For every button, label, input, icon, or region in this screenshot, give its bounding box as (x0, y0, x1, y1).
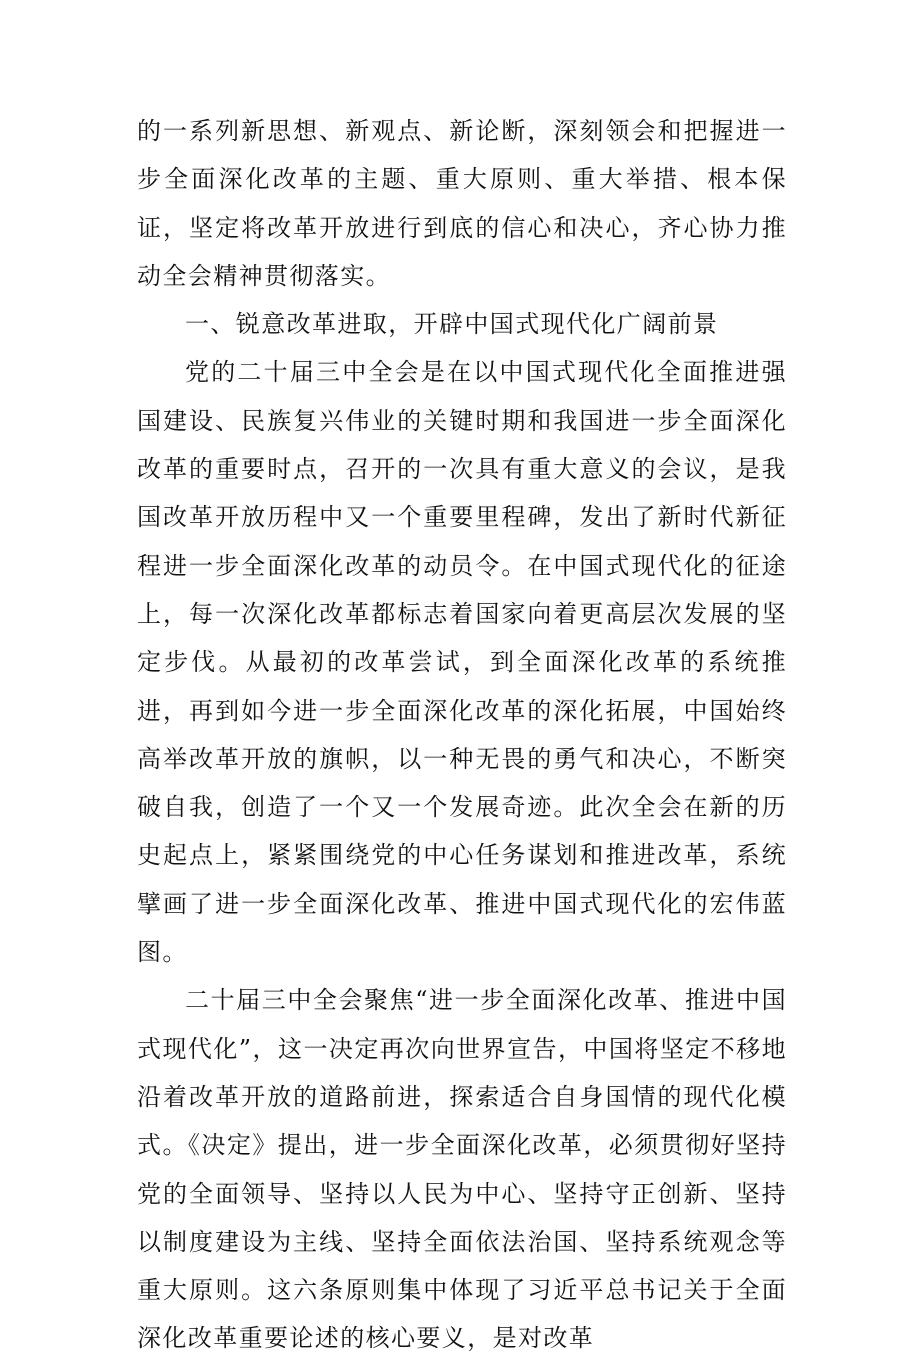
paragraph-continued: 的一系列新思想、新观点、新论断，深刻领会和把握进一步全面深化改革的主题、重大原则、重大举措、根本保证，坚定将改革开放进行到底的信心和决心，齐心协力推动全会精神贯彻落实。 (137, 117, 787, 290)
section-heading: 一、锐意改革进取，开辟中国式现代化广阔前景 (185, 310, 719, 339)
paragraph-body: 二十届三中全会聚焦“进一步全面深化改革、推进中国式现代化”，这一决定再次向世界宣告，中国将坚定不移地沿着改革开放的道路前进，探索适合自身国情的现代化模式。《决定》提出，进一步全面深化改革，必须贯彻好坚持党的全面领导、坚持以人民为中心、坚持守正创新、坚持以制度建设为主线、坚持全面依法治国、坚持系统观念等重大原则。这六条原则集中体现了习近平总书记关于全面深化改革重要论述的核心要义，是对改革 (137, 986, 787, 1353)
paragraph-body: 党的二十届三中全会是在以中国式现代化全面推进强国建设、民族复兴伟业的关键时期和我国进一步全面深化改革的重要时点，召开的一次具有重大意义的会议，是我国改革开放历程中又一个重要里程碑，发出了新时代新征程进一步全面深化改革的动员令。在中国式现代化的征途上，每一次深化改革都标志着国家向着更高层次发展的坚定步伐。从最初的改革尝试，到全面深化改革的系统推进，再到如今进一步全面深化改革的深化拓展，中国始终高举改革开放的旗帜，以一种无畏的勇气和决心，不断突破自我，创造了一个又一个发展奇迹。此次全会在新的历史起点上，紧紧围绕党的中心任务谋划和推进改革，系统擘画了进一步全面深化改革、推进中国式现代化的宏伟蓝图。 (137, 358, 787, 967)
document-body (137, 107, 787, 1363)
